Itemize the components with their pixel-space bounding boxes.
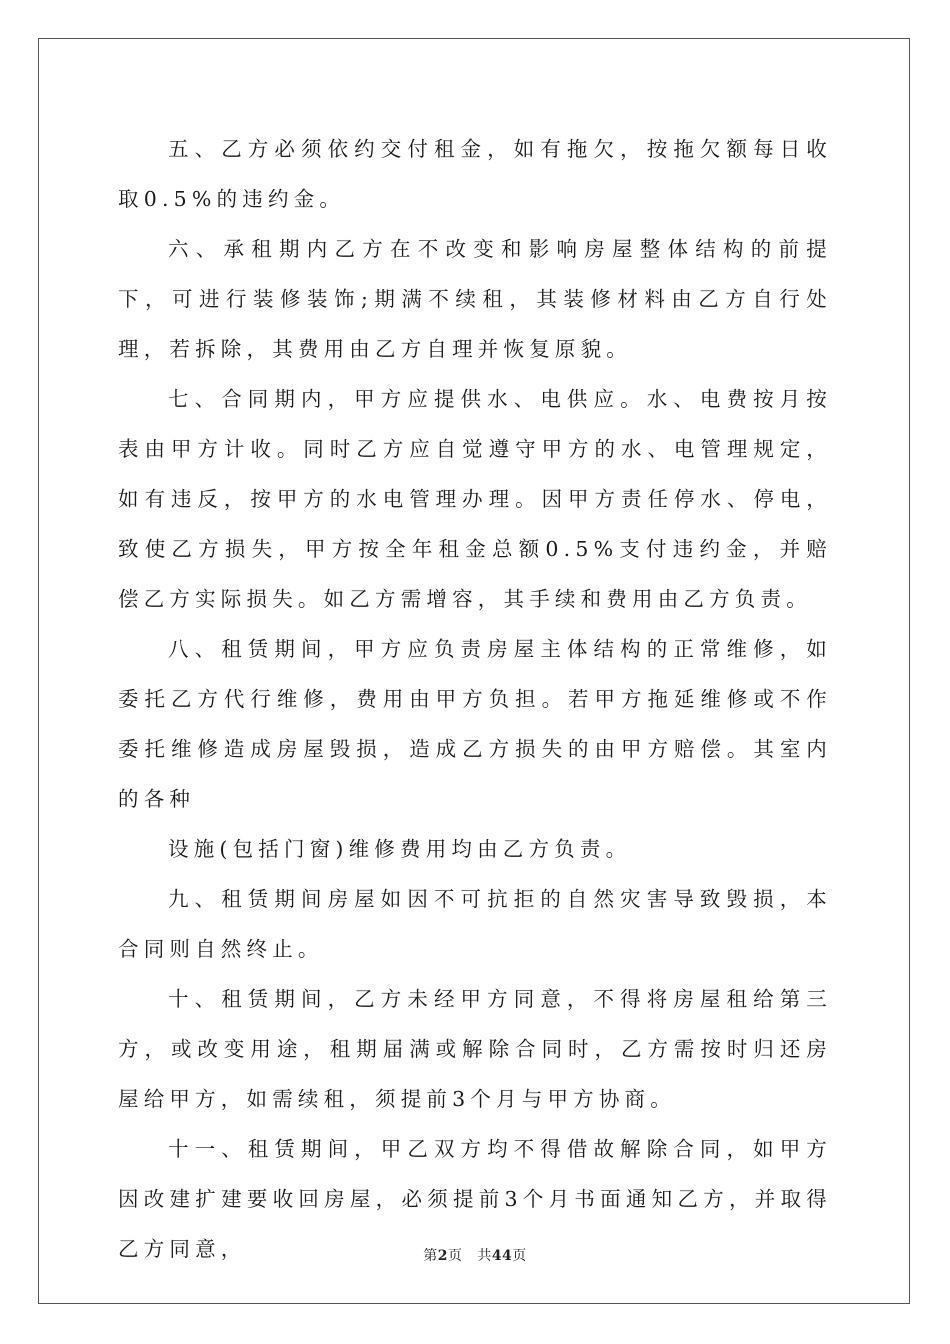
total-suffix: 页 [512, 1248, 527, 1264]
paragraph-7: 七、合同期内，甲方应提供水、电供应。水、电费按月按表由甲方计收。同时乙方应自觉遵守甲方的水、电管理规定，如有违反，按甲方的水电管理办理。因甲方责任停水、停电，致使乙方损失，甲方按全年租金总额0.5%支付违约金，并赔偿乙方实际损失。如乙方需增容，其手续和费用由乙方负责。 [118, 387, 832, 611]
page-prefix: 第 [423, 1248, 438, 1264]
paragraph-10: 十、租赁期间，乙方未经甲方同意，不得将房屋租给第三方，或改变用途，租期届满或解除合同时，乙方需按时归还房屋给甲方，如需续租，须提前3个月与甲方协商。 [118, 987, 832, 1111]
page-number: 2 [437, 1248, 448, 1264]
page-suffix: 页 [447, 1248, 463, 1264]
paragraph-9: 九、租赁期间房屋如因不可抗拒的自然灾害导致毁损，本合同则自然终止。 [118, 887, 832, 961]
document-body [118, 124, 832, 1274]
total-prefix: 共 [477, 1248, 492, 1264]
page-footer [0, 1245, 950, 1265]
paragraph-8-continued: 设施(包括门窗)维修费用均由乙方负责。 [168, 837, 632, 861]
paragraph-5: 五、乙方必须依约交付租金，如有拖欠，按拖欠额每日收取0.5%的违约金。 [118, 137, 832, 211]
total-pages: 44 [491, 1248, 513, 1264]
paragraph-6: 六、承租期内乙方在不改变和影响房屋整体结构的前提下，可进行装修装饰;期满不续租，其装修材料由乙方自行处理，若拆除，其费用由乙方自理并恢复原貌。 [118, 237, 832, 361]
paragraph-11: 十一、租赁期间，甲乙双方均不得借故解除合同，如甲方因改建扩建要收回房屋，必须提前3个月书面通知乙方，并取得乙方同意， [118, 1137, 832, 1261]
paragraph-8: 八、租赁期间，甲方应负责房屋主体结构的正常维修，如委托乙方代行维修，费用由甲方负担。若甲方拖延维修或不作委托维修造成房屋毁损，造成乙方损失的由甲方赔偿。其室内的各种 [118, 637, 832, 811]
